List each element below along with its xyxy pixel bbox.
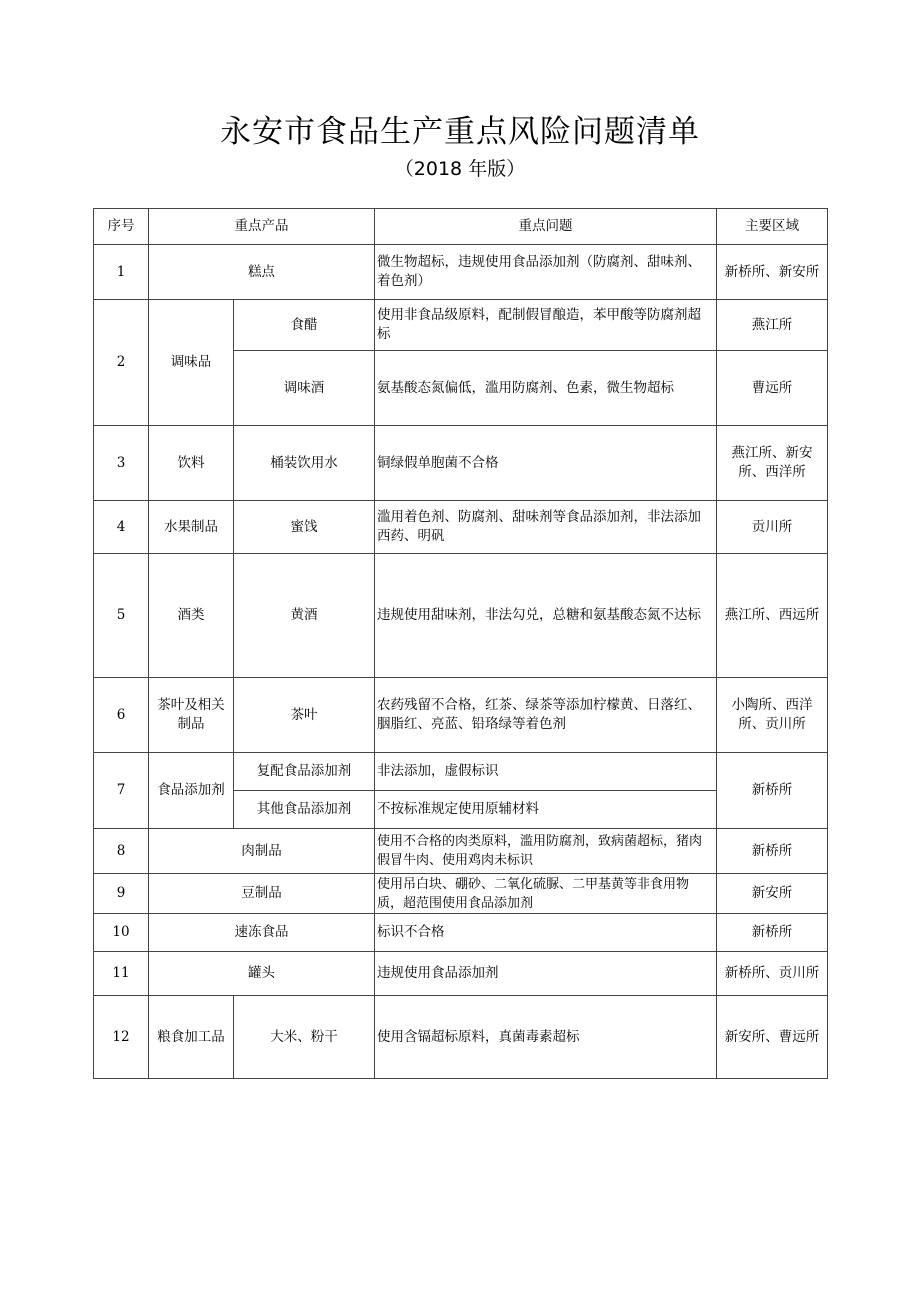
row-area: 小陶所、西洋所、贡川所 xyxy=(717,678,828,753)
row-product: 茶叶 xyxy=(234,678,375,753)
row-area: 曹远所 xyxy=(717,351,828,426)
risk-table xyxy=(93,208,828,1079)
row-area: 新桥所 xyxy=(717,753,828,829)
row-issue: 标识不合格 xyxy=(375,914,717,952)
row-issue: 使用含镉超标原料，真菌毒素超标 xyxy=(375,996,717,1079)
table-row xyxy=(94,426,828,501)
row-no: 2 xyxy=(94,300,149,426)
row-no: 1 xyxy=(94,245,149,300)
row-issue: 滥用着色剂、防腐剂、甜味剂等食品添加剂，非法添加西药、明矾 xyxy=(375,501,717,554)
row-product: 豆制品 xyxy=(149,874,375,914)
row-issue: 不按标准规定使用原辅材料 xyxy=(375,791,717,829)
table-row xyxy=(94,501,828,554)
row-category: 水果制品 xyxy=(149,501,234,554)
row-area: 新安所、曹远所 xyxy=(717,996,828,1079)
header-area: 主要区域 xyxy=(717,209,828,245)
row-no: 7 xyxy=(94,753,149,829)
table-row xyxy=(94,914,828,952)
header-product: 重点产品 xyxy=(149,209,375,245)
row-issue: 氨基酸态氮偏低，滥用防腐剂、色素，微生物超标 xyxy=(375,351,717,426)
row-no: 4 xyxy=(94,501,149,554)
table-row xyxy=(94,753,828,791)
header-issue: 重点问题 xyxy=(375,209,717,245)
row-product: 罐头 xyxy=(149,952,375,996)
row-no: 12 xyxy=(94,996,149,1079)
row-category: 食品添加剂 xyxy=(149,753,234,829)
row-no: 5 xyxy=(94,554,149,678)
table-header-row xyxy=(94,209,828,245)
row-area: 贡川所 xyxy=(717,501,828,554)
row-issue: 违规使用食品添加剂 xyxy=(375,952,717,996)
row-area: 新桥所、新安所 xyxy=(717,245,828,300)
row-no: 3 xyxy=(94,426,149,501)
row-area: 新桥所 xyxy=(717,914,828,952)
row-no: 10 xyxy=(94,914,149,952)
table-row xyxy=(94,952,828,996)
table-row xyxy=(94,300,828,351)
row-product: 复配食品添加剂 xyxy=(234,753,375,791)
table-row xyxy=(94,245,828,300)
row-product: 黄酒 xyxy=(234,554,375,678)
row-product: 糕点 xyxy=(149,245,375,300)
row-no: 8 xyxy=(94,829,149,874)
row-no: 9 xyxy=(94,874,149,914)
row-area: 新桥所 xyxy=(717,829,828,874)
row-product: 调味酒 xyxy=(234,351,375,426)
row-product: 食醋 xyxy=(234,300,375,351)
row-product: 蜜饯 xyxy=(234,501,375,554)
row-no: 11 xyxy=(94,952,149,996)
row-area: 新安所 xyxy=(717,874,828,914)
row-product: 其他食品添加剂 xyxy=(234,791,375,829)
table-row xyxy=(94,874,828,914)
row-issue: 非法添加，虚假标识 xyxy=(375,753,717,791)
table-row xyxy=(94,996,828,1079)
table-row xyxy=(94,678,828,753)
row-issue: 违规使用甜味剂，非法勾兑，总糖和氨基酸态氮不达标 xyxy=(375,554,717,678)
row-category: 酒类 xyxy=(149,554,234,678)
row-area: 燕江所 xyxy=(717,300,828,351)
row-product: 肉制品 xyxy=(149,829,375,874)
row-product: 桶装饮用水 xyxy=(234,426,375,501)
row-no: 6 xyxy=(94,678,149,753)
row-issue: 使用吊白块、硼砂、二氧化硫脲、二甲基黄等非食用物质，超范围使用食品添加剂 xyxy=(375,874,717,914)
row-category: 粮食加工品 xyxy=(149,996,234,1079)
row-category: 饮料 xyxy=(149,426,234,501)
header-no: 序号 xyxy=(94,209,149,245)
row-issue: 使用不合格的肉类原料，滥用防腐剂，致病菌超标，猪肉假冒牛肉、使用鸡肉未标识 xyxy=(375,829,717,874)
row-product: 速冻食品 xyxy=(149,914,375,952)
row-area: 新桥所、贡川所 xyxy=(717,952,828,996)
row-issue: 微生物超标，违规使用食品添加剂（防腐剂、甜味剂、着色剂） xyxy=(375,245,717,300)
row-issue: 使用非食品级原料，配制假冒酿造，苯甲酸等防腐剂超标 xyxy=(375,300,717,351)
row-issue: 农药残留不合格，红茶、绿茶等添加柠檬黄、日落红、胭脂红、亮蓝、铅珞绿等着色剂 xyxy=(375,678,717,753)
table-row xyxy=(94,829,828,874)
row-product: 大米、粉干 xyxy=(234,996,375,1079)
row-area: 燕江所、新安所、西洋所 xyxy=(717,426,828,501)
row-issue: 铜绿假单胞菌不合格 xyxy=(375,426,717,501)
row-category: 调味品 xyxy=(149,300,234,426)
row-category: 茶叶及相关制品 xyxy=(149,678,234,753)
page-title: 永安市食品生产重点风险问题清单 xyxy=(220,114,700,150)
page-subtitle: （2018 年版） xyxy=(394,158,526,180)
row-area: 燕江所、西远所 xyxy=(717,554,828,678)
table-row xyxy=(94,554,828,678)
